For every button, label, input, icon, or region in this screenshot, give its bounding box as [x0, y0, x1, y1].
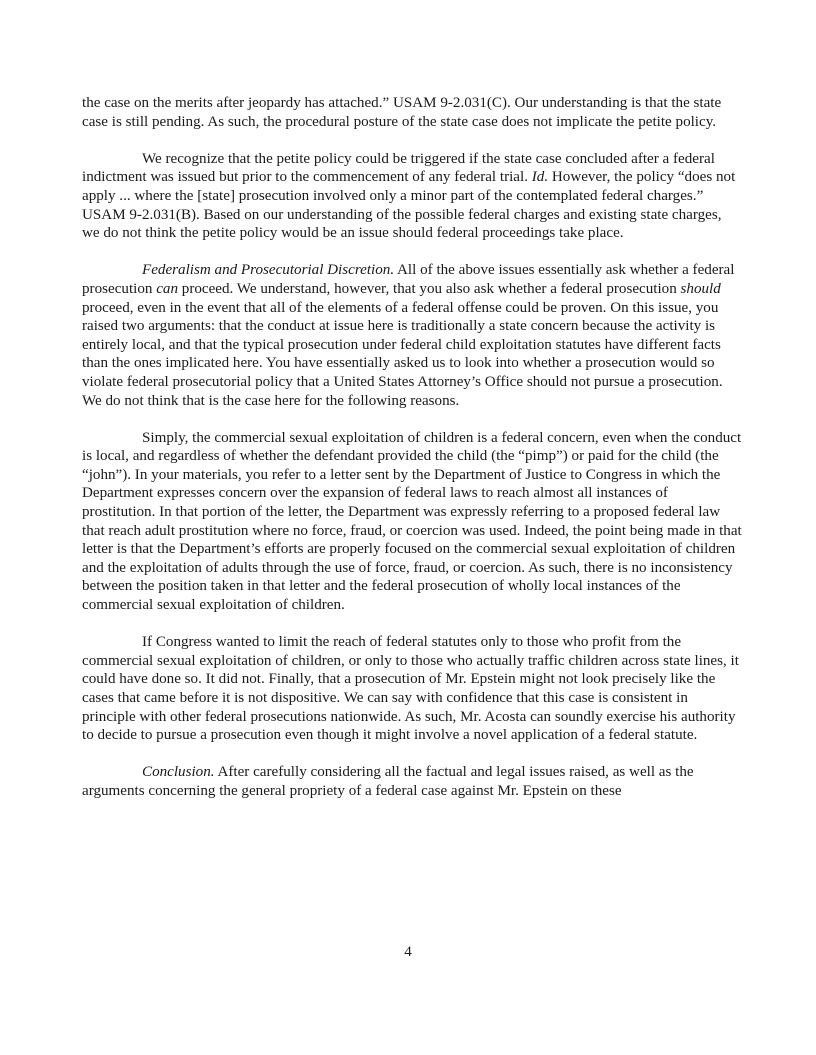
paragraph-congress-reach	[82, 633, 742, 745]
emphasis-should: should	[680, 280, 721, 297]
section-heading-conclusion: Conclusion.	[142, 764, 215, 781]
paragraph-federal-concern	[82, 429, 742, 615]
paragraph-text-part: All of the above issues essentially ask whether a federal prosecution	[82, 262, 735, 297]
letter-body	[82, 94, 742, 801]
paragraph-text-part: We recognize that the petite policy could be triggered if the state case concluded after a federal indictment was issued but prior to the commencement of any federal trial.	[82, 150, 715, 186]
paragraph-federalism	[82, 261, 742, 410]
paragraph-text-part: proceed. We understand, however, that you also ask whether a federal prosecution	[178, 280, 681, 297]
paragraph-text: If Congress wanted to limit the reach of federal statutes only to those who profit from the commercial sexual exploitation of children, or only to those who actually traffic children across state lines, it could have done so. It did not. Finally, that a prosecution of Mr. Epstein might not look precisely like the cases that came before it is not dispositive. We can say with confidence that this case is consistent in principle with other federal prosecutions nationwide. As such, Mr. Acosta can soundly exercise his authority to decide to pursue a prosecution even though it might involve a novel application of a federal statute.	[82, 634, 739, 744]
section-heading-federalism: Federalism and Prosecutorial Discretion.	[142, 262, 395, 279]
paragraph-text-part: However, the policy “does not apply ... where the [state] prosecution involved only a minor part of the contemplated federal charges.” USAM 9-2.031(B). Based on our understanding of the possible federal charges and existing state charges, we do not think the petite policy would be an issue should federal proceedings take place.	[82, 169, 736, 242]
citation-id: Id.	[531, 169, 549, 186]
page-number: 4	[404, 944, 412, 960]
paragraph-petite-policy-continuation	[82, 94, 742, 131]
paragraph-text: After carefully considering all the factual and legal issues raised, as well as the arguments concerning the general propriety of a federal case against Mr. Epstein on these	[82, 764, 694, 799]
paragraph-petite-policy-trigger	[82, 150, 742, 243]
paragraph-text-part: proceed, even in the event that all of the elements of a federal offense could be proven. On this issue, you raised two arguments: that the conduct at issue here is traditionally a state concern because the activity is entirely local, and that the typical prosecution under federal child exploitation statutes have different facts than the ones implicated here. You have essentially asked us to look into whether a prosecution would so violate federal prosecutorial policy that a United States Attorney’s Office should not pursue a prosecution. We do not think that is the case here for the following reasons.	[82, 299, 723, 409]
emphasis-can: can	[156, 280, 178, 297]
paragraph-text: Simply, the commercial sexual exploitation of children is a federal concern, even when the conduct is local, and regardless of whether the defendant provided the child (the “pimp”) or paid for the child (the “john”). In your materials, you refer to a letter sent by the Department of Justice to Congress in which the Department expresses concern over the expansion of federal laws to reach almost all instances of prostitution. In that portion of the letter, the Department was expressly referring to a proposed federal law that reach adult prostitution where no force, fraud, or coercion was used. Indeed, the point being made in that letter is that the Department’s efforts are properly focused on the commercial sexual exploitation of children and the exploitation of adults through the use of force, fraud, or coercion. As such, there is no inconsistency between the position taken in that letter and the federal prosecution of wholly local instances of the commercial sexual exploitation of children.	[82, 429, 742, 614]
paragraph-conclusion	[82, 763, 742, 800]
paragraph-text: the case on the merits after jeopardy has attached.” USAM 9-2.031(C). Our understanding is that the state case is still pending. As such, the procedural posture of the state case does not implicate the petite policy.	[82, 95, 722, 130]
